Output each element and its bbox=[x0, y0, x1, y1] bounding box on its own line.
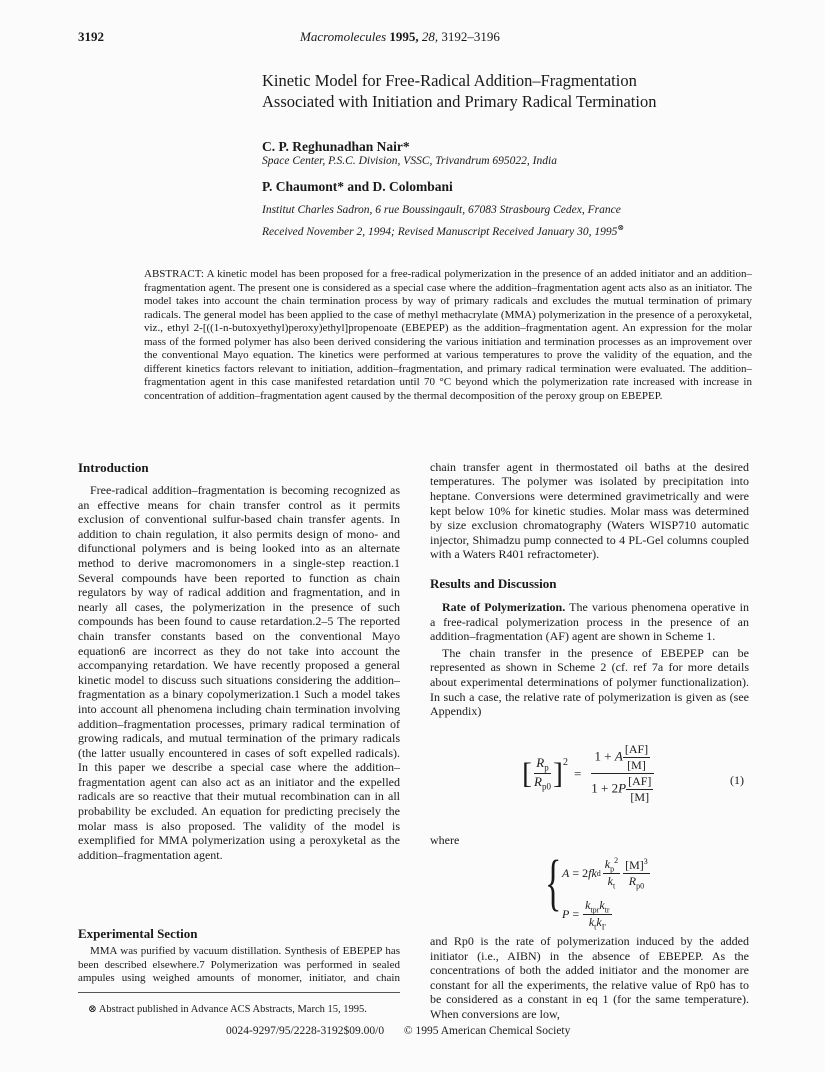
author-2: P. Chaumont* and D. Colombani bbox=[262, 179, 453, 194]
experimental-section bbox=[78, 926, 400, 942]
author-1: C. P. Reghunadhan Nair* bbox=[262, 139, 410, 154]
title-line-2: Associated with Initiation and Primary Radical Termination bbox=[262, 92, 657, 111]
page-number: 3192 bbox=[78, 29, 104, 44]
intro-heading: Introduction bbox=[78, 460, 149, 475]
received-dates bbox=[262, 223, 625, 238]
experimental-continued bbox=[430, 460, 749, 569]
journal-header bbox=[300, 29, 500, 45]
left-column bbox=[78, 460, 400, 862]
results-heading: Results and Discussion bbox=[430, 576, 557, 591]
rate-runin-heading: Rate of Polymerization. bbox=[442, 600, 566, 614]
equation-1-number: (1) bbox=[730, 773, 744, 787]
journal-volume: 28, bbox=[421, 29, 439, 44]
results-section bbox=[430, 576, 749, 719]
equation-a-definition: A = 2 fk d $\frac{k_p^2}{k_t}$ $\frac{[M]^3}{R_{p0}}$ bbox=[562, 856, 648, 891]
article-title bbox=[262, 70, 656, 112]
page-footer bbox=[226, 1025, 570, 1037]
received-text: Received November 2, 1994; Revised Manuscript Received January 30, 1995 bbox=[262, 226, 618, 238]
footnote-rule bbox=[78, 992, 400, 993]
title-line-1: Kinetic Model for Free-Radical Addition–Fragmentation bbox=[262, 71, 637, 90]
chain-transfer-paragraph: The chain transfer in the presence of EBEPEP can be represented as shown in Scheme 2 (cf. ref 7a for more details about experimental determinations of polymer functionalization). In such a case, the relative rate of polymerization is given as (see Appendix) bbox=[430, 645, 749, 719]
footer-copyright: © 1995 American Chemical Society bbox=[403, 1025, 571, 1037]
journal-year: 1995, bbox=[389, 29, 419, 44]
received-footnote-mark: ⊗ bbox=[617, 223, 625, 233]
affiliation-2: Institut Charles Sadron, 6 rue Boussingault, 67083 Strasbourg Cedex, France bbox=[262, 204, 621, 216]
after-equation-paragraph: and Rp0 is the rate of polymerization induced by the added initiator (i.e., AIBN) in the absence of EBEPEP. As the concentrations of both the added initiator and the monomer are constant for all the experiments, the relative value of Rp0 has to be considered as a constant in eq 1 (for the same temperature). When conversions are low, bbox=[430, 934, 749, 1021]
equation-p-definition: P = $\frac{k_{tpr}k_{tr}}{k_tk_{I'}}$ bbox=[562, 898, 610, 932]
rate-text: The various phenomena operative in a free-radical polymerization process in the presence of an addition–fragmentation (AF) agent are shown in Scheme 1. bbox=[430, 600, 749, 644]
abstract: ABSTRACT: A kinetic model has been proposed for a free-radical polymerization in the presence of an added initiator and an addition–fragmentation agent. The present one is considered as a special case where the addition–fragmentation agent acts also as an initiator. The model takes into account the chain termination process by way of primary radicals and excludes the mutual termination of primary radicals. The general model has been applied to the case of methyl methacrylate (MMA) polymerization in the presence of a peroxyketal, viz., ethyl 2-[((1-n-butoxyethyl)peroxy)ethyl]propenoate (EBEPEP) as the addition–fragmentation agent. An expression for the molar mass of the formed polymer has also been derived considering the various initiation and termination processes as an improvement over the conventional Mayo equation. The kinetics were performed at various temperatures to prove the validity of the equation, and the different kinetics factors relevant to initiation, addition–fragmentation, and primary radical termination were evaluated. The addition–fragmentation agent in this case manifested retardation until 70 °C beyond which the polymerization rate increased with increase in concentration of addition–fragmentation agent caused by the thermal decomposition of the peroxy group on EBEPEP. bbox=[144, 268, 752, 402]
experimental-paragraph-part1 bbox=[78, 945, 400, 986]
journal-pages: 3192–3196 bbox=[441, 29, 500, 44]
where-text: where bbox=[430, 833, 460, 847]
equation-brace: { bbox=[545, 849, 562, 917]
affiliation-1: Space Center, P.S.C. Division, VSSC, Trivandrum 695022, India bbox=[262, 155, 557, 167]
experimental-text-continued: chain transfer agent in thermostated oil baths at the desired temperatures. The polymer was isolated by precipitation into heptane. Conversions were determined gravimetrically and were kept below 10% for kinetic studies. Molar mass was determined by size exclusion chromatography (Waters WISP710 automatic injector, Shimadzu pump connected to 4 PL-Gel columns coupled with a Waters R401 refractometer). bbox=[430, 460, 749, 562]
intro-paragraph: Free-radical addition–fragmentation is becoming recognized as an effective means for chain transfer control as it permits exclusion of conventional sulfur-based chain transfer agents. In addition to chain regulation, it also permits design of mono- and difunctional polymers and is being looked into as an alternate method to derive macromonomers in a single-step reaction.1 Several compounds have been reported to function as chain regulators by way of radical addition and fragmentation, and in nearly all cases, the polymerization in the presence of such compounds has been found to cause retardation.2–5 The reported chain transfer constants based on the conventional Mayo equation6 are incorrect as they do not take into account the accompanying retardation. We have recently proposed a general kinetic model to discuss such situations considering the addition–fragmentation as a binary copolymerization.1 Such a model takes into account all phenomena including chain termination involving addition–fragmentation processes, primary radical termination of growing radicals, and mutual termination of the primary radicals (the latter usually encountered in cases of soft expelled radicals). In this paper we describe a special case where the addition–fragmentation agent can also act as an initiator and the expelled radicals are so reactive that their mutual recombination can in all probability be excluded. An equation for predicting precisely the molar mass is also proposed. The validity of the model is exemplified for MMA polymerization using a peroxyketal as the addition–fragmentation agent. bbox=[78, 483, 400, 862]
abstract-footnote: ⊗ Abstract published in Advance ACS Abstracts, March 15, 1995. bbox=[88, 1004, 367, 1015]
journal-name: Macromolecules bbox=[300, 29, 387, 44]
footer-code: 0024-9297/95/2228-3192$09.00/0 bbox=[226, 1025, 385, 1037]
rate-paragraph bbox=[430, 600, 749, 644]
experimental-text: MMA was purified by vacuum distillation. Synthesis of EBEPEP has been described elsewhere.7 Polymerization was performed in sealed ampules using weighed amounts of monomer, initiator, and chain bbox=[78, 945, 400, 984]
equation-1: [ $\frac{R_p}{R_{p0}}$ ] 2 = 1 + A $\frac{[AF]}{[M]}$ 1 + 2P $\frac{[AF]}{[M]}$ bbox=[522, 742, 657, 805]
experimental-heading: Experimental Section bbox=[78, 926, 198, 941]
